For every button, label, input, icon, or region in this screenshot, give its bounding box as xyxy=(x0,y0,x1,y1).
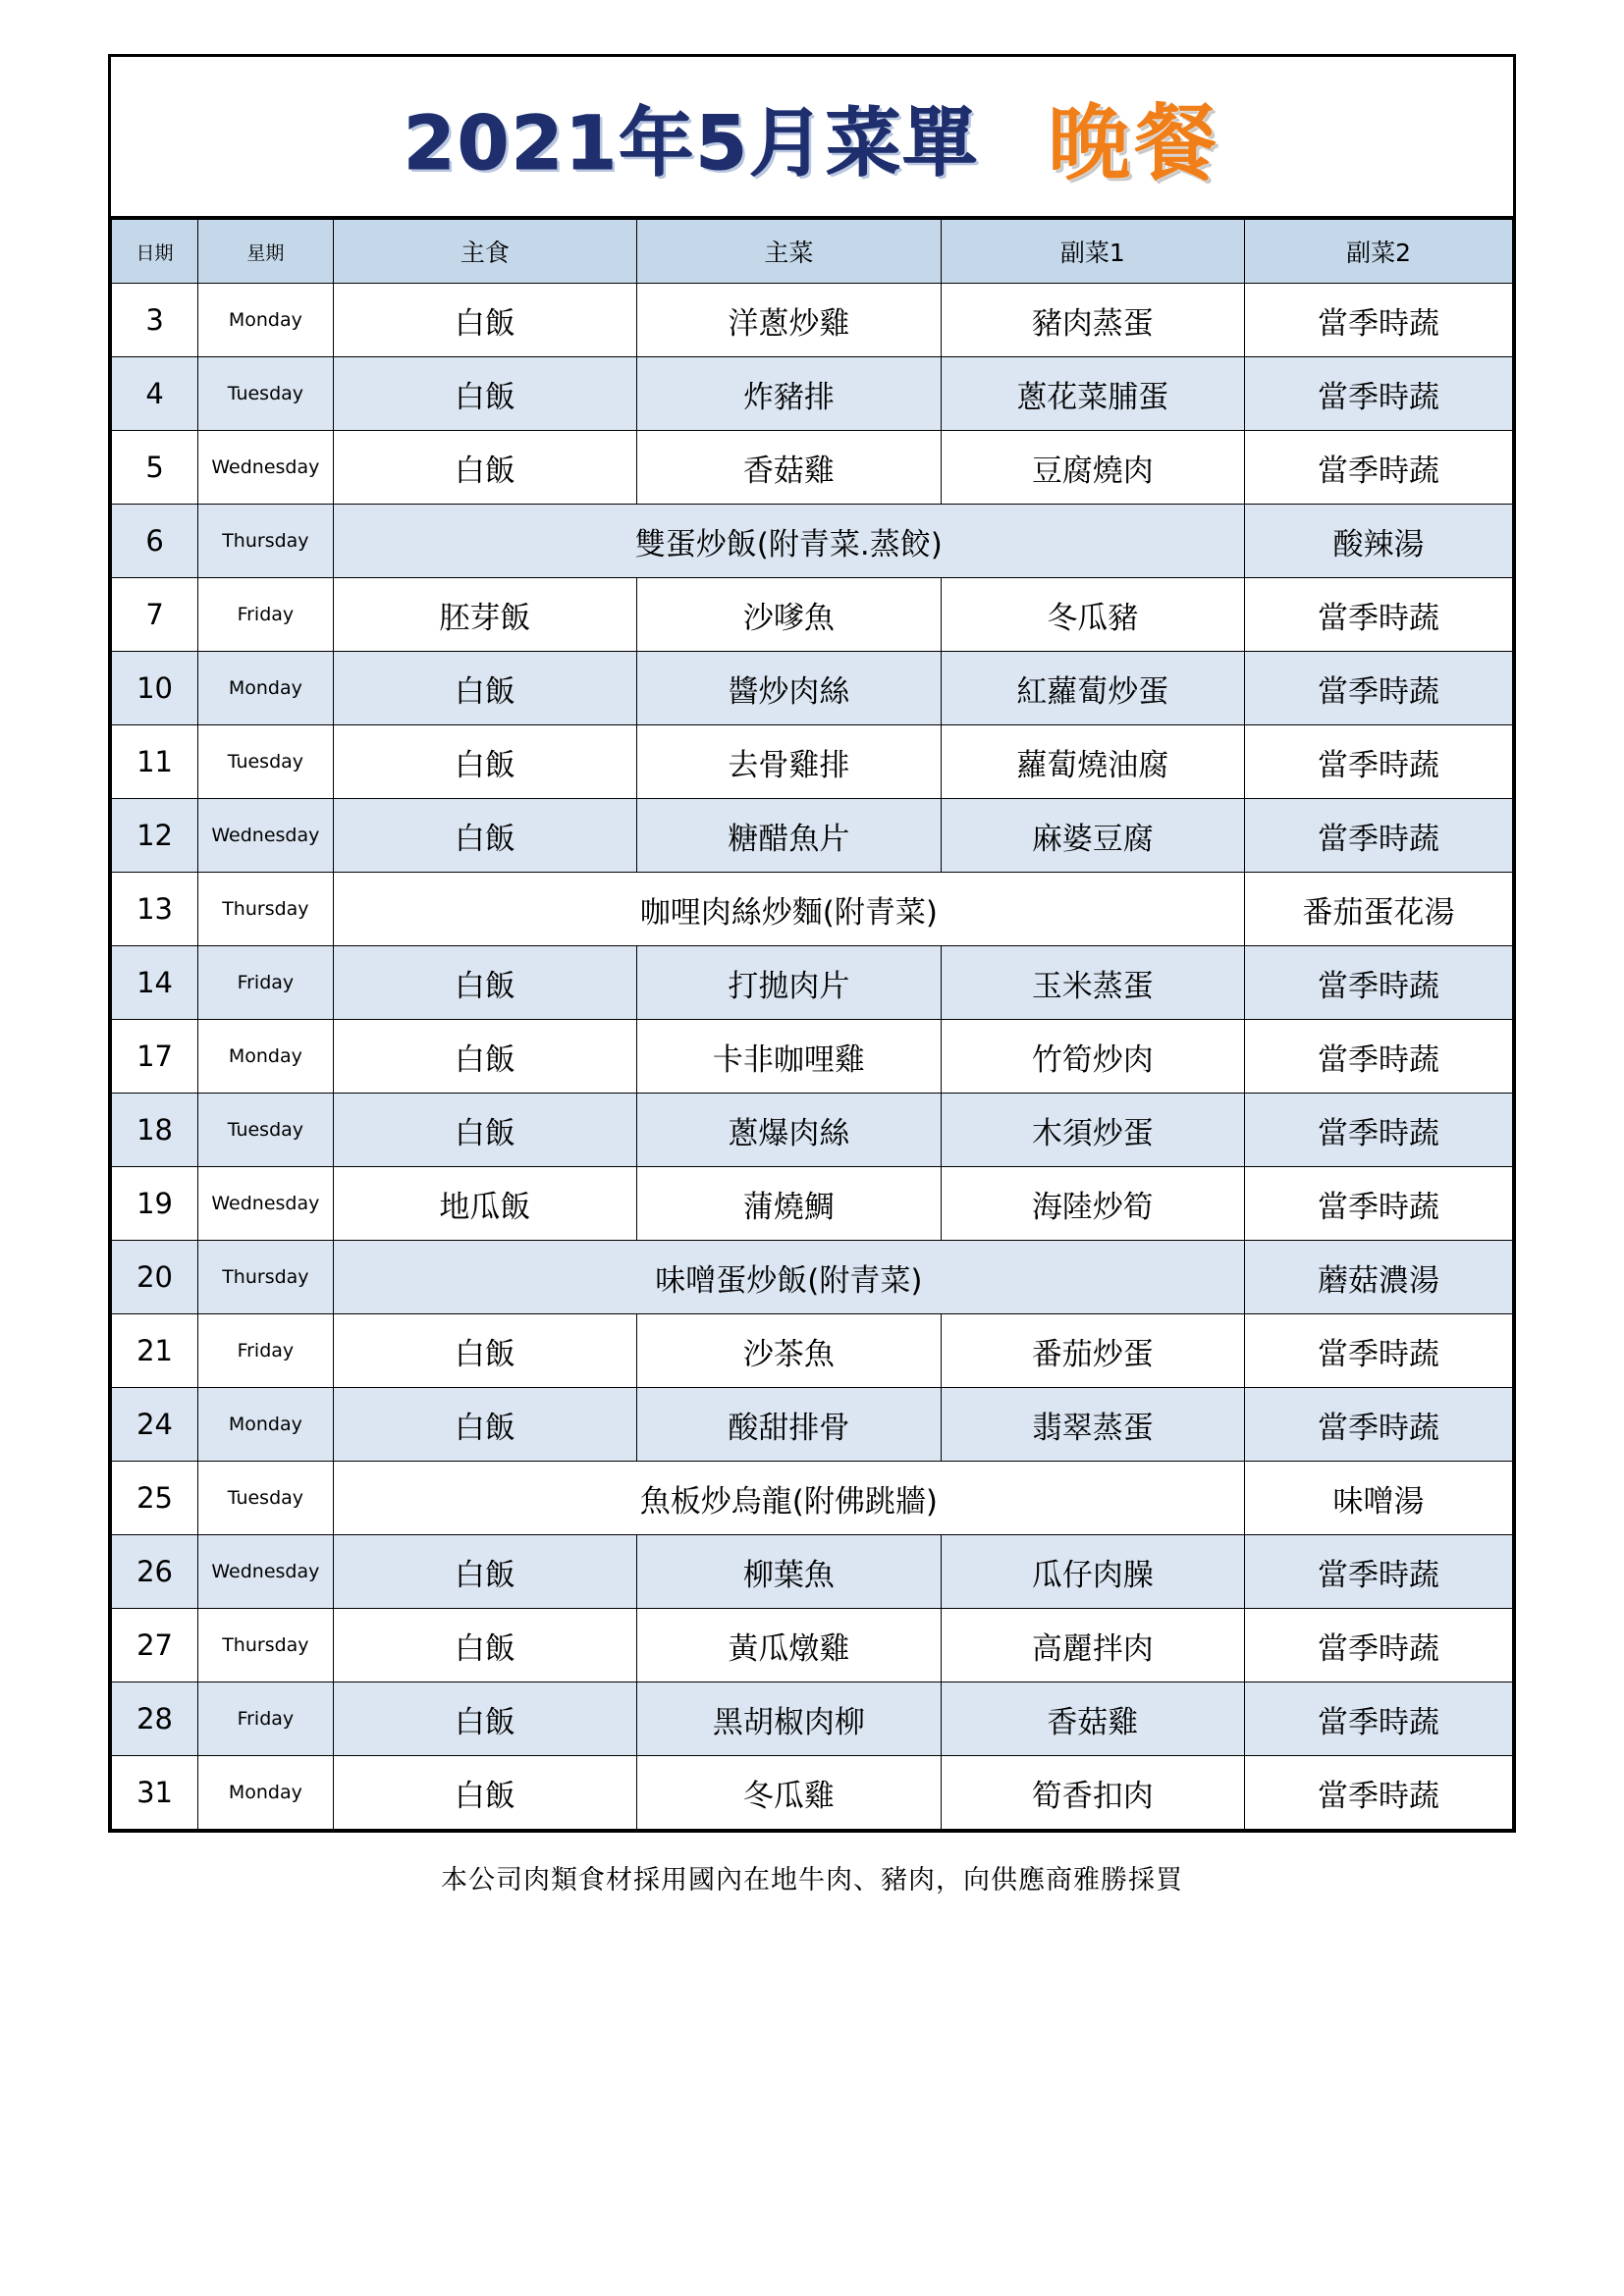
cell-staple: 白飯 xyxy=(333,1609,636,1682)
table-header-row xyxy=(112,220,1513,284)
cell-side2: 當季時蔬 xyxy=(1245,1388,1513,1462)
cell-weekday: Tuesday xyxy=(198,1462,334,1535)
menu-table xyxy=(111,219,1513,1830)
cell-staple: 白飯 xyxy=(333,284,636,357)
cell-side1: 蔥花菜脯蛋 xyxy=(941,357,1244,431)
cell-main: 黃瓜燉雞 xyxy=(637,1609,941,1682)
cell-weekday: Monday xyxy=(198,1020,334,1094)
cell-date: 5 xyxy=(112,431,198,505)
cell-date: 31 xyxy=(112,1756,198,1830)
cell-weekday: Friday xyxy=(198,1314,334,1388)
column-header-weekday: 星期 xyxy=(198,220,334,284)
cell-staple: 白飯 xyxy=(333,1682,636,1756)
cell-staple: 白飯 xyxy=(333,1020,636,1094)
cell-side1: 豆腐燒肉 xyxy=(941,431,1244,505)
cell-staple: 白飯 xyxy=(333,799,636,873)
cell-combo-meal: 魚板炒烏龍(附佛跳牆) xyxy=(333,1462,1244,1535)
cell-weekday: Monday xyxy=(198,1756,334,1830)
cell-date: 10 xyxy=(112,652,198,725)
cell-staple: 白飯 xyxy=(333,946,636,1020)
cell-date: 12 xyxy=(112,799,198,873)
cell-weekday: Thursday xyxy=(198,1609,334,1682)
cell-staple: 白飯 xyxy=(333,431,636,505)
table-body xyxy=(112,284,1513,1830)
cell-date: 14 xyxy=(112,946,198,1020)
column-header-date: 日期 xyxy=(112,220,198,284)
cell-staple: 白飯 xyxy=(333,1314,636,1388)
cell-side1: 竹筍炒肉 xyxy=(941,1020,1244,1094)
cell-weekday: Monday xyxy=(198,284,334,357)
cell-side1: 冬瓜豬 xyxy=(941,578,1244,652)
cell-side1: 翡翠蒸蛋 xyxy=(941,1388,1244,1462)
cell-side1: 瓜仔肉臊 xyxy=(941,1535,1244,1609)
cell-side1: 玉米蒸蛋 xyxy=(941,946,1244,1020)
cell-weekday: Thursday xyxy=(198,873,334,946)
cell-date: 17 xyxy=(112,1020,198,1094)
cell-combo-meal: 雙蛋炒飯(附青菜.蒸餃) xyxy=(333,505,1244,578)
cell-main: 香菇雞 xyxy=(637,431,941,505)
cell-side2: 當季時蔬 xyxy=(1245,1535,1513,1609)
cell-date: 6 xyxy=(112,505,198,578)
cell-side2: 當季時蔬 xyxy=(1245,1609,1513,1682)
cell-combo-meal: 咖哩肉絲炒麵(附青菜) xyxy=(333,873,1244,946)
cell-staple: 白飯 xyxy=(333,1535,636,1609)
cell-staple: 白飯 xyxy=(333,357,636,431)
cell-weekday: Wednesday xyxy=(198,1535,334,1609)
cell-weekday: Thursday xyxy=(198,505,334,578)
cell-side2: 蘑菇濃湯 xyxy=(1245,1241,1513,1314)
cell-side1: 木須炒蛋 xyxy=(941,1094,1244,1167)
column-header-main-dish: 主菜 xyxy=(637,220,941,284)
cell-main: 卡非咖哩雞 xyxy=(637,1020,941,1094)
cell-side2: 當季時蔬 xyxy=(1245,1756,1513,1830)
cell-staple: 胚芽飯 xyxy=(333,578,636,652)
cell-weekday: Friday xyxy=(198,1682,334,1756)
cell-side2: 當季時蔬 xyxy=(1245,1167,1513,1241)
cell-main: 黑胡椒肉柳 xyxy=(637,1682,941,1756)
cell-date: 21 xyxy=(112,1314,198,1388)
cell-side2: 味噌湯 xyxy=(1245,1462,1513,1535)
cell-weekday: Monday xyxy=(198,1388,334,1462)
cell-weekday: Friday xyxy=(198,578,334,652)
table-row xyxy=(112,1020,1513,1094)
cell-staple: 白飯 xyxy=(333,1756,636,1830)
cell-date: 11 xyxy=(112,725,198,799)
cell-weekday: Wednesday xyxy=(198,1167,334,1241)
cell-main: 打拋肉片 xyxy=(637,946,941,1020)
table-row xyxy=(112,946,1513,1020)
cell-side2: 當季時蔬 xyxy=(1245,1682,1513,1756)
cell-date: 24 xyxy=(112,1388,198,1462)
title-bar xyxy=(111,57,1513,219)
table-row xyxy=(112,1241,1513,1314)
table-row xyxy=(112,505,1513,578)
column-header-staple: 主食 xyxy=(333,220,636,284)
cell-date: 28 xyxy=(112,1682,198,1756)
cell-date: 20 xyxy=(112,1241,198,1314)
cell-side1: 麻婆豆腐 xyxy=(941,799,1244,873)
cell-date: 3 xyxy=(112,284,198,357)
cell-side1: 筍香扣肉 xyxy=(941,1756,1244,1830)
table-row xyxy=(112,1388,1513,1462)
cell-side1: 紅蘿蔔炒蛋 xyxy=(941,652,1244,725)
page-title: 2021年5月菜單 xyxy=(403,98,980,187)
cell-weekday: Tuesday xyxy=(198,725,334,799)
table-row xyxy=(112,1167,1513,1241)
cell-side2: 當季時蔬 xyxy=(1245,357,1513,431)
table-row xyxy=(112,578,1513,652)
cell-date: 26 xyxy=(112,1535,198,1609)
cell-side1: 高麗拌肉 xyxy=(941,1609,1244,1682)
cell-side2: 當季時蔬 xyxy=(1245,578,1513,652)
meal-type-badge: 晚餐 xyxy=(1048,94,1221,191)
cell-main: 沙嗲魚 xyxy=(637,578,941,652)
cell-staple: 白飯 xyxy=(333,1388,636,1462)
cell-main: 去骨雞排 xyxy=(637,725,941,799)
cell-date: 7 xyxy=(112,578,198,652)
cell-date: 19 xyxy=(112,1167,198,1241)
menu-sheet xyxy=(108,54,1516,1833)
table-row xyxy=(112,652,1513,725)
table-row xyxy=(112,799,1513,873)
cell-weekday: Thursday xyxy=(198,1241,334,1314)
column-header-side1: 副菜1 xyxy=(941,220,1244,284)
cell-main: 炸豬排 xyxy=(637,357,941,431)
cell-side2: 番茄蛋花湯 xyxy=(1245,873,1513,946)
cell-weekday: Tuesday xyxy=(198,357,334,431)
cell-date: 18 xyxy=(112,1094,198,1167)
cell-side1: 香菇雞 xyxy=(941,1682,1244,1756)
cell-side1: 蘿蔔燒油腐 xyxy=(941,725,1244,799)
cell-side2: 當季時蔬 xyxy=(1245,946,1513,1020)
table-row xyxy=(112,1682,1513,1756)
cell-date: 4 xyxy=(112,357,198,431)
table-row xyxy=(112,1094,1513,1167)
cell-main: 糖醋魚片 xyxy=(637,799,941,873)
cell-side2: 當季時蔬 xyxy=(1245,1094,1513,1167)
table-row xyxy=(112,1314,1513,1388)
table-row xyxy=(112,1462,1513,1535)
cell-side2: 當季時蔬 xyxy=(1245,652,1513,725)
cell-main: 冬瓜雞 xyxy=(637,1756,941,1830)
footer-note: 本公司肉類食材採用國內在地牛肉、豬肉，向供應商雅勝採買 xyxy=(441,1865,1183,1896)
table-row xyxy=(112,431,1513,505)
cell-main: 蔥爆肉絲 xyxy=(637,1094,941,1167)
cell-staple: 白飯 xyxy=(333,725,636,799)
table-header xyxy=(112,220,1513,284)
cell-side1: 海陸炒筍 xyxy=(941,1167,1244,1241)
cell-combo-meal: 味噌蛋炒飯(附青菜) xyxy=(333,1241,1244,1314)
cell-side2: 當季時蔬 xyxy=(1245,284,1513,357)
cell-main: 醬炒肉絲 xyxy=(637,652,941,725)
cell-date: 27 xyxy=(112,1609,198,1682)
cell-staple: 白飯 xyxy=(333,1094,636,1167)
cell-main: 蒲燒鯛 xyxy=(637,1167,941,1241)
cell-side2: 當季時蔬 xyxy=(1245,725,1513,799)
table-row xyxy=(112,725,1513,799)
cell-main: 沙茶魚 xyxy=(637,1314,941,1388)
cell-side2: 當季時蔬 xyxy=(1245,1020,1513,1094)
table-row xyxy=(112,1609,1513,1682)
table-row xyxy=(112,284,1513,357)
cell-weekday: Friday xyxy=(198,946,334,1020)
cell-weekday: Tuesday xyxy=(198,1094,334,1167)
cell-weekday: Monday xyxy=(198,652,334,725)
cell-weekday: Wednesday xyxy=(198,799,334,873)
cell-side2: 當季時蔬 xyxy=(1245,431,1513,505)
table-row xyxy=(112,873,1513,946)
table-row xyxy=(112,357,1513,431)
cell-main: 柳葉魚 xyxy=(637,1535,941,1609)
cell-staple: 地瓜飯 xyxy=(333,1167,636,1241)
cell-date: 25 xyxy=(112,1462,198,1535)
cell-main: 酸甜排骨 xyxy=(637,1388,941,1462)
cell-date: 13 xyxy=(112,873,198,946)
cell-side1: 番茄炒蛋 xyxy=(941,1314,1244,1388)
cell-side2: 當季時蔬 xyxy=(1245,1314,1513,1388)
cell-staple: 白飯 xyxy=(333,652,636,725)
table-row xyxy=(112,1535,1513,1609)
cell-side1: 豬肉蒸蛋 xyxy=(941,284,1244,357)
column-header-side2: 副菜2 xyxy=(1245,220,1513,284)
cell-side2: 當季時蔬 xyxy=(1245,799,1513,873)
cell-main: 洋蔥炒雞 xyxy=(637,284,941,357)
cell-weekday: Wednesday xyxy=(198,431,334,505)
cell-side2: 酸辣湯 xyxy=(1245,505,1513,578)
table-row xyxy=(112,1756,1513,1830)
